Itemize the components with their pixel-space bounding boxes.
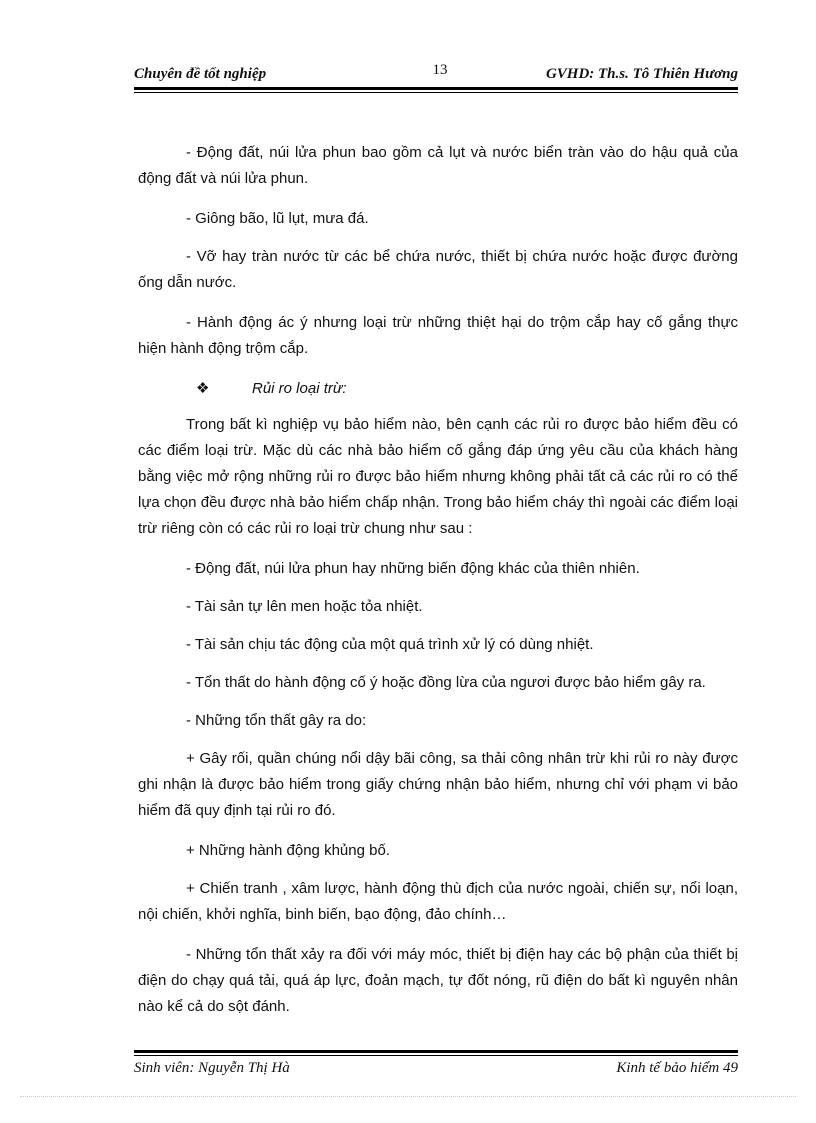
section-heading-text: Rủi ro loại trừ:: [252, 380, 347, 397]
paragraph: - Động đất, núi lửa phun bao gồm cả lụt và nước biển tràn vào do hậu quả của động đất và núi lửa phun.: [138, 144, 738, 187]
footer-rule-thick: [134, 1050, 738, 1053]
footer-course: Kinh tế bảo hiểm 49: [616, 1060, 738, 1076]
header-right-advisor: GVHD: Th.s. Tô Thiên Hương: [545, 66, 738, 82]
header-rule-thick: [134, 87, 738, 90]
header-rule-thin: [134, 92, 738, 93]
page-header: [134, 66, 738, 86]
paragraph: + Những hành động khủng bố.: [186, 842, 390, 859]
paragraph: Trong bất kì nghiệp vụ bảo hiểm nào, bên cạnh các rủi ro được bảo hiểm đều có các điểm loại trừ. Mặc dù các nhà bảo hiểm cố gắng đáp ứng yêu cầu của khách hàng bằng việc mở rộng những rủi ro được bảo hiểm nhưng không phải tất cả các rủi ro có thể lựa chọn đều được nhà bảo hiểm chấp nhận. Trong bảo hiểm cháy thì ngoài các điểm loại trừ riêng còn có các rủi ro loại trừ chung như sau :: [138, 416, 738, 537]
paragraph: + Gây rối, quần chúng nổi dậy bãi công, sa thải công nhân trừ khi rủi ro này được ghi nhận là được bảo hiểm trong giấy chứng nhận bảo hiểm, nhưng chỉ với phạm vi bảo hiểm đã quy định tại rủi ro đó.: [138, 750, 738, 819]
paragraph: - Những tổn thất gây ra do:: [186, 712, 367, 729]
paragraph: - Giông bão, lũ lụt, mưa đá.: [186, 210, 369, 227]
paragraph: - Vỡ hay tràn nước từ các bể chứa nước, thiết bị chứa nước hoặc được đường ống dẫn nước.: [138, 248, 738, 291]
paragraph: - Tài sản tự lên men hoặc tỏa nhiệt.: [186, 598, 423, 615]
page-bottom-dotted-line: [20, 1096, 796, 1097]
footer-student-name: Sinh viên: Nguyễn Thị Hà: [134, 1060, 290, 1076]
document-body: [138, 140, 738, 1034]
paragraph: - Tổn thất do hành động cố ý hoặc đồng lừa của ngươi được bảo hiểm gây ra.: [186, 674, 706, 691]
header-left-title: Chuyên đề tốt nghiệp: [134, 66, 267, 82]
page-number: 13: [432, 62, 448, 78]
paragraph: - Động đất, núi lửa phun hay những biến động khác của thiên nhiên.: [186, 560, 640, 577]
footer-rule-thin: [134, 1055, 738, 1056]
paragraph: - Hành động ác ý nhưng loại trừ những thiệt hại do trộm cắp hay cố gắng thực hiện hành động trộm cắp.: [138, 314, 738, 357]
section-heading: [138, 376, 738, 402]
paragraph: - Tài sản chịu tác động của một quá trình xử lý có dùng nhiệt.: [186, 636, 594, 653]
diamond-bullet-icon: ❖: [196, 380, 210, 397]
paragraph: - Những tổn thất xảy ra đối với máy móc, thiết bị điện hay các bộ phận của thiết bị điện do chạy quá tải, quá áp lực, đoản mạch, tự đốt nóng, rũ điện do bất kì nguyên nhân nào kể cả do sột đánh.: [138, 946, 738, 1015]
paragraph: + Chiến tranh , xâm lược, hành động thù địch của nước ngoài, chiến sự, nổi loạn, nội chiến, khởi nghĩa, binh biến, bạo động, đảo chính…: [138, 880, 738, 923]
